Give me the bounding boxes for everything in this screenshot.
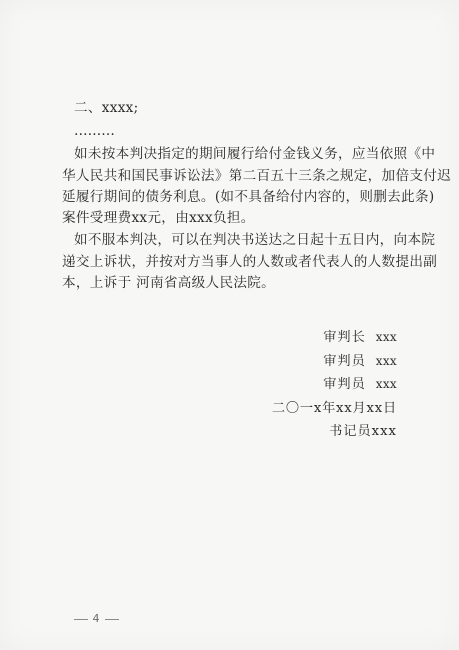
page-number-dash-right (105, 619, 119, 620)
paragraph-fee (62, 208, 404, 230)
page-number-dash-left (74, 619, 88, 620)
judgment-date: 二〇一x年xx月xx日 (271, 400, 397, 416)
paragraph-line: 如不服本判决，可以在判决书送达之日起十五日内，向本院 (74, 232, 436, 248)
paragraph-line: 华人民共和国民事诉讼法》第二百五十三条之规定，加倍支付迟 (62, 167, 452, 184)
judge-name: xxx (375, 377, 397, 391)
judge-row (272, 373, 397, 397)
judge-name: xxx (375, 353, 397, 368)
judge-role: 审判员 (323, 377, 366, 392)
item-two-text: 二、xxxx; (74, 100, 139, 116)
paragraph-appeal (62, 230, 438, 295)
presiding-judge-role: 审判长 (323, 330, 366, 345)
ellipsis (74, 121, 404, 143)
judge-role: 审判员 (323, 353, 366, 369)
paragraph-line: 递交上诉状，并按对方当事人的人数或者代表人的人数提出副 (62, 253, 438, 270)
page-number (74, 612, 119, 625)
ellipsis-text: ……… (74, 123, 115, 139)
clerk-row (272, 420, 397, 444)
paragraph-line: 如未按本判决指定的期间履行给付金钱义务，应当依照《中 (74, 146, 436, 162)
page-number-value: 4 (92, 612, 101, 625)
paragraph-line: 延履行期间的债务利息。(如不具备给付内容的，则删去此条) (62, 189, 435, 205)
presiding-judge-name: xxx (375, 330, 397, 344)
judge-row (272, 350, 397, 374)
presiding-judge-row (272, 326, 397, 350)
date-row (272, 397, 397, 421)
paragraph-line: 本，上诉于 河南省高级人民法院。 (62, 275, 276, 291)
clerk: 书记员xxx (329, 424, 397, 439)
paragraph-enforcement (62, 144, 452, 209)
item-two (74, 98, 404, 120)
paragraph-line: 案件受理费xx元，由xxx负担。 (62, 210, 255, 226)
signature-block (272, 326, 397, 444)
